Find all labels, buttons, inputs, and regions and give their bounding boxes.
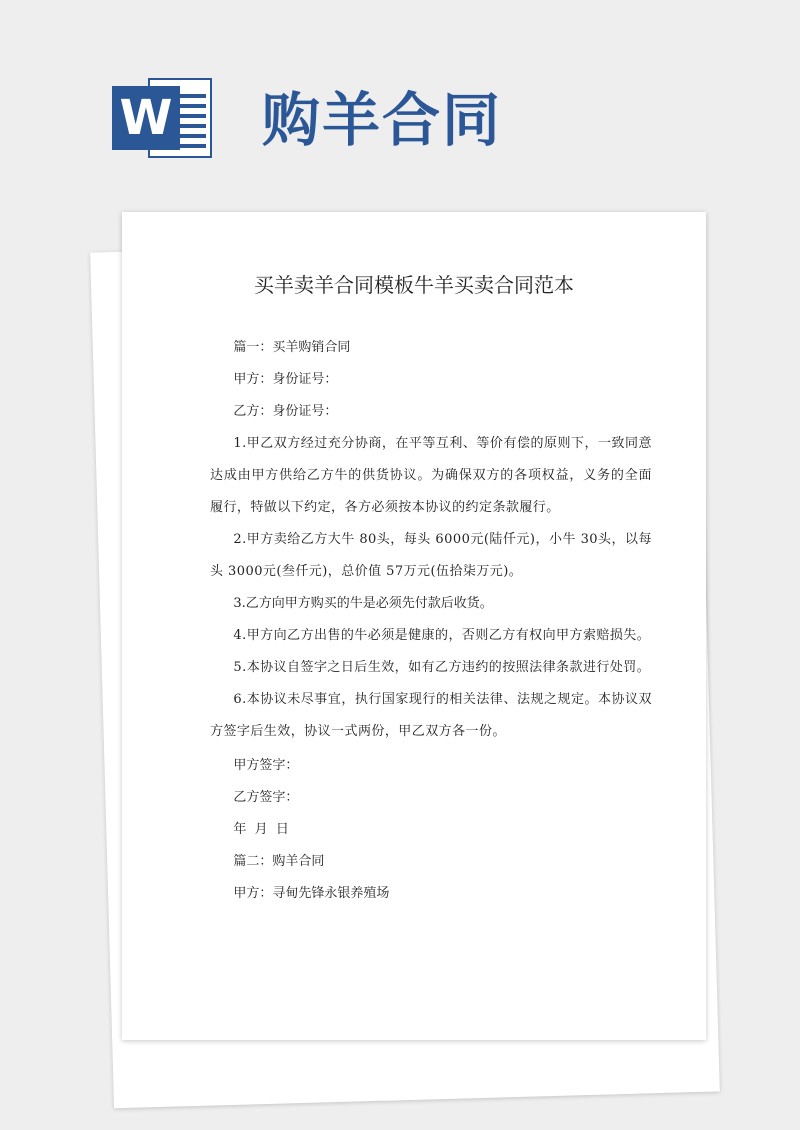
- document-title: 买羊卖羊合同模板牛羊买卖合同范本: [254, 273, 574, 297]
- party-a-signature-line: 甲方签字：: [233, 758, 299, 773]
- word-document-icon: [112, 78, 216, 158]
- party-a-name-line: 甲方：寻甸先锋永银养殖场: [233, 886, 390, 901]
- party-b-signature-line: 乙方签字：: [233, 790, 299, 805]
- clause-3: 3.乙方向甲方购买的牛是必须先付款后收货。: [233, 596, 493, 611]
- clause-2: 2.甲方卖给乙方大牛 80头，每头 6000元(陆仟元)，小牛 30头，以每头 3000元(叁仟元)，总价值 57万元(伍拾柒万元)。: [210, 532, 652, 579]
- party-a-id-line: 甲方：身份证号：: [233, 372, 338, 387]
- header-title: 购羊合同: [262, 86, 503, 154]
- clause-1: 1.甲乙双方经过充分协商，在平等互利、等价有偿的原则下，一致同意达成由甲方供给乙方牛的供货协议。为确保双方的各项权益，义务的全面履行，特做以下约定，各方必须按本协议的约定条款履行。: [210, 436, 652, 515]
- word-icon-badge: W: [112, 86, 180, 150]
- party-b-id-line: 乙方：身份证号：: [233, 404, 338, 419]
- clause-6: 6.本协议未尽事宜，执行国家现行的相关法律、法规之规定。本协议双方签字后生效，协议一式两份，甲乙双方各一份。: [210, 692, 652, 739]
- document-page: [122, 212, 706, 1040]
- document-body: [210, 332, 652, 910]
- date-line: 年 月 日: [233, 822, 289, 837]
- section-heading-2: 篇二：购羊合同: [233, 854, 325, 869]
- section-heading-1: 篇一：买羊购销合同: [233, 340, 351, 355]
- clause-5: 5.本协议自签字之日后生效，如有乙方违约的按照法律条款进行处罚。: [233, 660, 651, 675]
- clause-4: 4.甲方向乙方出售的牛必须是健康的，否则乙方有权向甲方索赔损失。: [233, 628, 651, 643]
- header-banner: [0, 0, 800, 200]
